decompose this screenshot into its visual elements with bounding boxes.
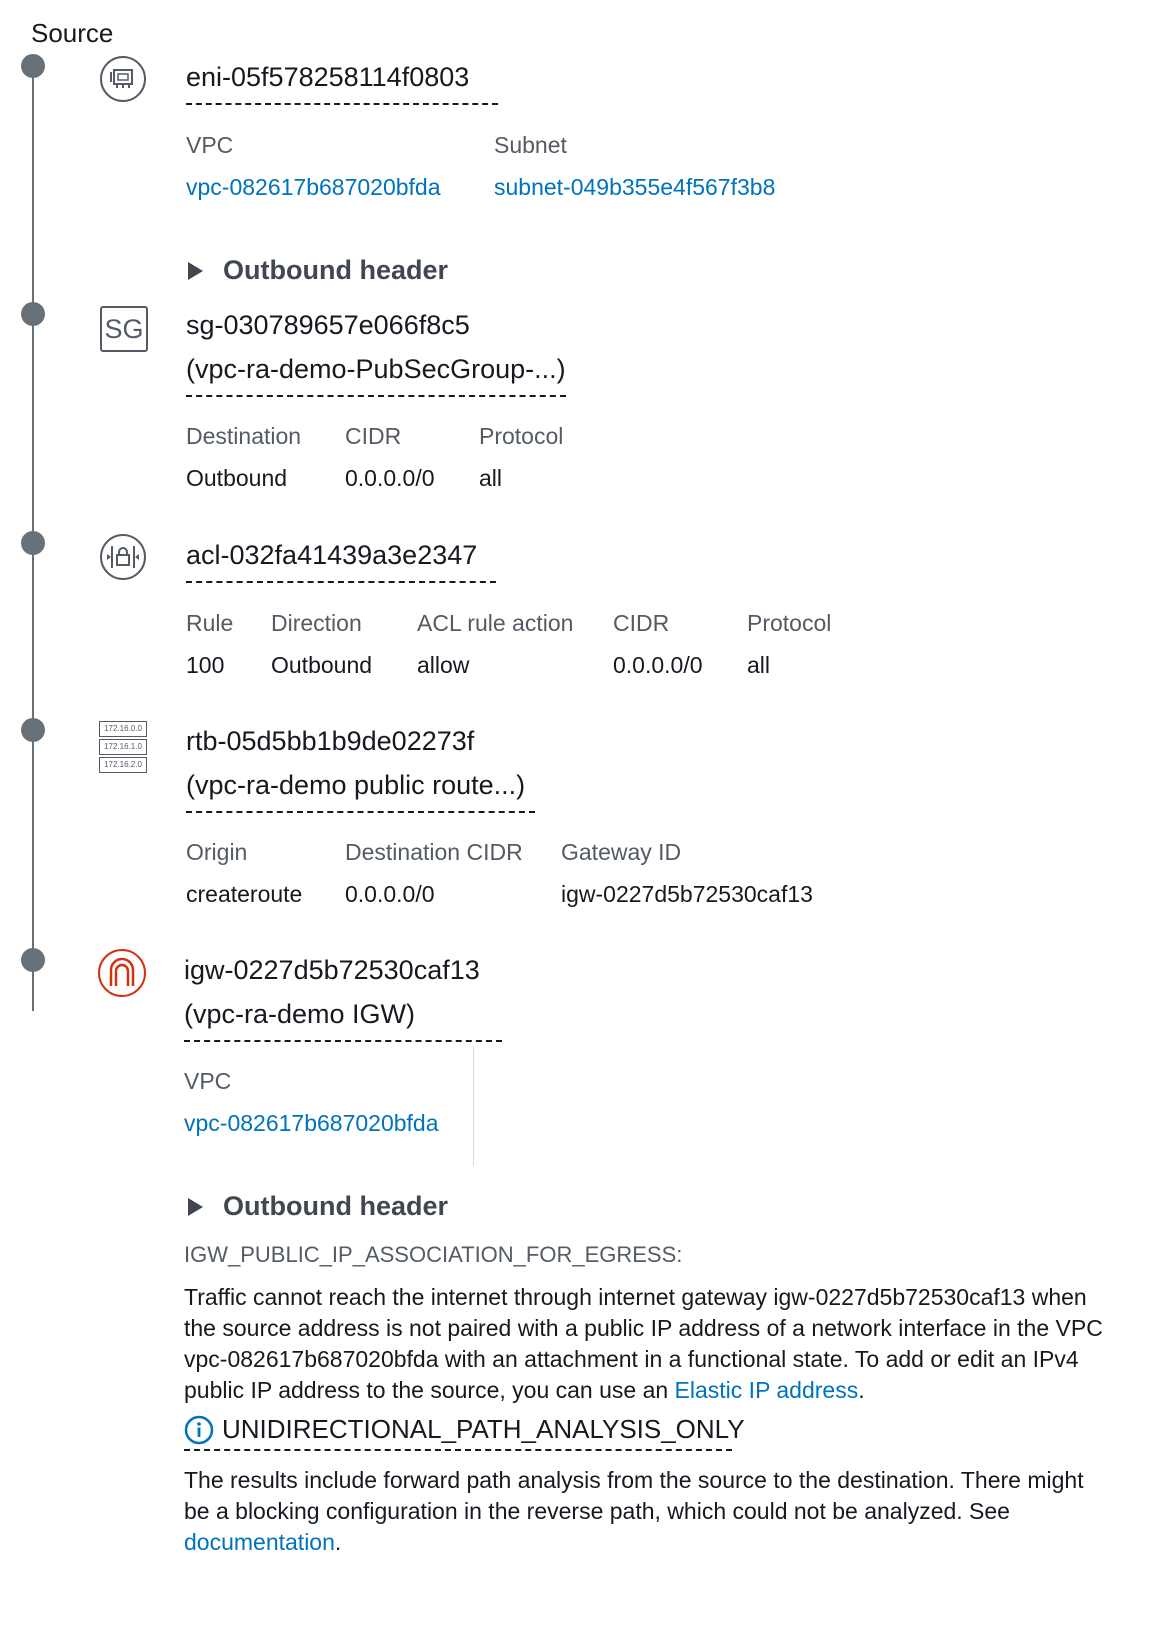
acl-col-direction: Direction — [271, 610, 362, 636]
eni-id[interactable]: eni-05f578258114f0803 — [186, 55, 498, 105]
acl-col-protocol: Protocol — [747, 610, 832, 636]
column-divider — [473, 1046, 474, 1166]
info-text — [184, 1465, 1104, 1558]
sg-col-protocol: Protocol — [479, 423, 564, 449]
sg-id-line1: sg-030789657e066f8c5 — [186, 310, 470, 340]
acl-id[interactable]: acl-032fa41439a3e2347 — [186, 533, 496, 583]
igw-vpc-label: VPC — [184, 1068, 232, 1094]
network-interface-icon — [99, 55, 147, 108]
rtb-cell-destination-cidr: 0.0.0.0/0 — [345, 881, 435, 907]
toggle-label: Outbound header — [223, 1191, 448, 1221]
sg-cell-protocol: all — [479, 465, 503, 491]
route-table-icon-row: 172.16.1.0 — [99, 739, 147, 755]
rtb-cell-origin: createroute — [186, 881, 303, 907]
sg-id-line2: (vpc-ra-demo-PubSecGroup-...) — [186, 347, 566, 397]
toggle-label: Outbound header — [223, 255, 448, 285]
acl-cell-action: allow — [417, 652, 470, 678]
documentation-link[interactable]: documentation — [184, 1529, 335, 1555]
rtb-col-origin: Origin — [186, 839, 248, 865]
eni-subnet-link[interactable]: subnet-049b355e4f567f3b8 — [494, 174, 776, 200]
eni-vpc-label: VPC — [186, 132, 234, 158]
igw-id[interactable] — [184, 948, 502, 1042]
elastic-ip-link[interactable]: Elastic IP address — [674, 1377, 859, 1403]
eni-vpc-link[interactable]: vpc-082617b687020bfda — [186, 174, 441, 200]
info-body: The results include forward path analysis from the source to the destination. There might be a blocking configuration in the reverse path, which could not be analyzed. See — [184, 1467, 1084, 1524]
network-acl-icon — [99, 533, 147, 586]
igw-id-line2: (vpc-ra-demo IGW) — [184, 992, 502, 1042]
sg-cell-destination: Outbound — [186, 465, 288, 491]
explanation-code: IGW_PUBLIC_IP_ASSOCIATION_FOR_EGRESS: — [184, 1242, 683, 1267]
internet-gateway-icon — [97, 948, 147, 1003]
route-table-icon — [99, 721, 147, 773]
source-heading: Source — [31, 18, 114, 48]
timeline-dot-acl — [21, 531, 45, 555]
rtb-cell-gateway-id: igw-0227d5b72530caf13 — [561, 881, 813, 907]
sg-id[interactable] — [186, 303, 566, 397]
acl-cell-rule: 100 — [186, 652, 225, 678]
explanation-body: Traffic cannot reach the internet through internet gateway igw-0227d5b72530caf13 when the source address is not paired with a public IP address of a network interface in the VPC vpc-082617b687020bfda with an attachment in a functional state. To add or edit an IPv4 public IP address to the source, you can use an — [184, 1284, 1103, 1403]
acl-cell-cidr: 0.0.0.0/0 — [613, 652, 703, 678]
timeline-dot-igw — [21, 948, 45, 972]
info-title-text: UNIDIRECTIONAL_PATH_ANALYSIS_ONLY — [222, 1414, 745, 1444]
igw-vpc-link[interactable]: vpc-082617b687020bfda — [184, 1110, 439, 1136]
route-table-icon-row: 172.16.2.0 — [99, 757, 147, 773]
info-end: . — [334, 1529, 342, 1555]
timeline-dot-rtb — [21, 718, 45, 742]
acl-col-rule: Rule — [186, 610, 234, 636]
acl-col-action: ACL rule action — [417, 610, 574, 636]
sg-cell-cidr: 0.0.0.0/0 — [345, 465, 435, 491]
security-group-icon: SG — [100, 306, 148, 352]
rtb-id-line1: rtb-05d5bb1b9de02273f — [186, 726, 475, 756]
rtb-col-destination-cidr: Destination CIDR — [345, 839, 523, 865]
info-icon — [184, 1415, 214, 1445]
caret-right-icon — [188, 262, 203, 280]
eni-outbound-header-toggle[interactable] — [188, 255, 448, 286]
sg-col-destination: Destination — [186, 423, 302, 449]
sg-col-cidr: CIDR — [345, 423, 402, 449]
route-table-icon-row: 172.16.0.0 — [99, 721, 147, 737]
rtb-id[interactable] — [186, 719, 535, 813]
explanation-text — [184, 1282, 1104, 1406]
acl-col-cidr: CIDR — [613, 610, 670, 636]
caret-right-icon — [188, 1198, 203, 1216]
acl-cell-protocol: all — [747, 652, 771, 678]
explanation-end: . — [858, 1377, 865, 1403]
unidirectional-info-title[interactable] — [184, 1414, 745, 1451]
acl-cell-direction: Outbound — [271, 652, 373, 678]
eni-subnet-label: Subnet — [494, 132, 567, 158]
igw-id-line1: igw-0227d5b72530caf13 — [184, 955, 480, 985]
rtb-id-line2: (vpc-ra-demo public route...) — [186, 763, 535, 813]
timeline-dot-sg — [21, 302, 45, 326]
igw-outbound-header-toggle[interactable] — [188, 1191, 448, 1222]
rtb-col-gateway-id: Gateway ID — [561, 839, 682, 865]
timeline-dot-eni — [21, 54, 45, 78]
